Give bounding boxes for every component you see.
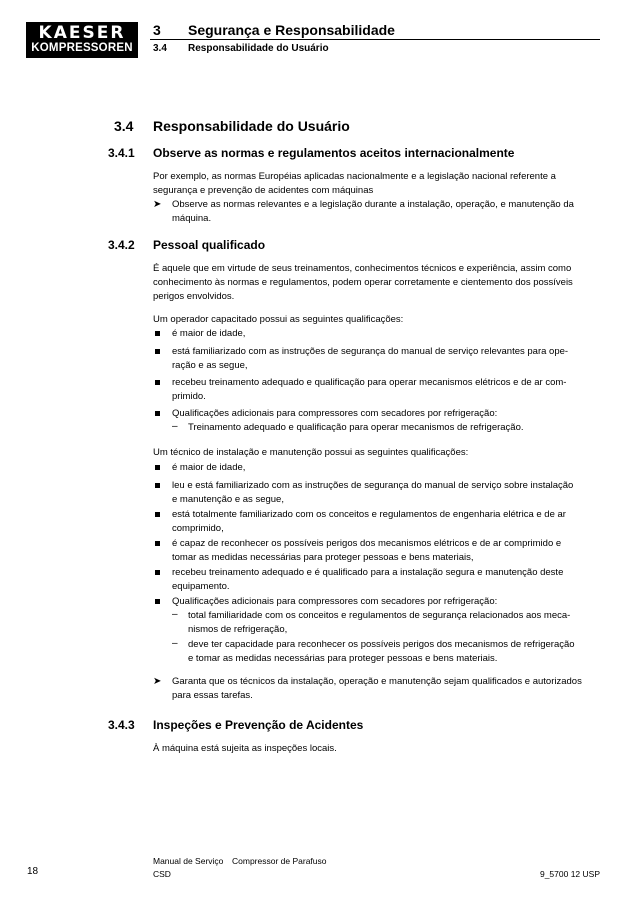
- bullet-square-icon: [155, 570, 160, 575]
- s342-paragraph: É aquele que em virtude de seus treinamentos, conhecimentos técnicos e experiência, assim como conhecimento às normas e regulamentos, podem operar corretamente e cientemento dos possíveis perigos envolvidos.: [153, 263, 573, 302]
- tech-item: leu e está familiarizado com as instruções de segurança do manual de serviço sobre instalação e manutenção e as segue,: [172, 480, 574, 505]
- bullet-square-icon: [155, 599, 160, 604]
- operator-item: é maior de idade,: [172, 328, 246, 339]
- arrow-icon: ➤: [153, 676, 162, 687]
- s341-title: Observe as normas e regulamentos aceitos internacionalmente: [153, 146, 515, 160]
- tech-item: Qualificações adicionais para compressores com secadores por refrigeração:: [172, 596, 498, 607]
- s341-action: Observe as normas relevantes e a legislação durante a instalação, operação, e manutenção da máquina.: [172, 199, 574, 224]
- kaeser-logo: [26, 22, 138, 58]
- footer-doc-number: 9_5700 12 USP: [539, 869, 600, 879]
- s341-paragraph: Por exemplo, as normas Européias aplicadas nacionalmente e a legislação nacional referente a segurança e prevenção de acidentes com máquinas: [153, 171, 556, 196]
- header-chapter-number: 3: [153, 22, 161, 38]
- dash-icon: –: [172, 638, 178, 649]
- s343-title: Inspeções e Prevenção de Acidentes: [153, 718, 364, 732]
- s342-title: Pessoal qualificado: [153, 238, 266, 252]
- bullet-square-icon: [155, 512, 160, 517]
- header-section-title: Responsabilidade do Usuário: [188, 43, 329, 54]
- bullet-square-icon: [155, 465, 160, 470]
- tech-item: está totalmente familiarizado com os conceitos e regulamentos de engenharia elétrica e de ar comprimido,: [172, 509, 566, 534]
- page-number: 18: [27, 866, 39, 877]
- bullet-square-icon: [155, 380, 160, 385]
- operator-item: recebeu treinamento adequado e qualificação para operar mecanismos elétricos e de ar com- primido.: [172, 377, 567, 402]
- section-number: 3.4: [114, 118, 134, 134]
- bullet-square-icon: [155, 331, 160, 336]
- tech-item: é capaz de reconhecer os possíveis perigos dos mecanismos elétricos e de ar comprimido e tomar as medidas necessárias para proteger pessoas e bens materiais,: [172, 538, 562, 563]
- logo-line1: KAESER: [38, 23, 126, 43]
- header-rule: [150, 39, 600, 40]
- footer-product: Compressor de Parafuso: [232, 856, 327, 866]
- bullet-square-icon: [155, 349, 160, 354]
- section-title: Responsabilidade do Usuário: [153, 118, 350, 134]
- header-section-number: 3.4: [153, 43, 167, 54]
- operator-subitem: Treinamento adequado e qualificação para operar mecanismos de refrigeração.: [188, 422, 524, 433]
- logo-line2: KOMPRESSOREN: [31, 42, 133, 54]
- arrow-icon: ➤: [153, 199, 162, 210]
- footer-manual: Manual de Serviço: [153, 856, 224, 866]
- tech-item: é maior de idade,: [172, 462, 246, 473]
- tech-subitem: deve ter capacidade para reconhecer os possíveis perigos dos mecanismos de refrigeração e tomar as medidas necessárias para proteger pessoas e bens materiais.: [188, 639, 575, 664]
- operator-item: Qualificações adicionais para compressores com secadores por refrigeração:: [172, 408, 498, 419]
- s342-action: Garanta que os técnicos da instalação, operação e manutenção sejam qualificados e autorizados para essas tarefas.: [172, 676, 582, 701]
- bullet-square-icon: [155, 411, 160, 416]
- s343-number: 3.4.3: [108, 718, 135, 732]
- bullet-square-icon: [155, 541, 160, 546]
- footer-model: CSD: [153, 869, 171, 879]
- dash-icon: –: [172, 609, 178, 620]
- header-chapter-title: Segurança e Responsabilidade: [188, 22, 395, 38]
- tech-subitem: total familiaridade com os conceitos e regulamentos de segurança relacionados aos meca- nismos de refrigeração,: [188, 610, 571, 635]
- tech-intro: Um técnico de instalação e manutenção possui as seguintes qualificações:: [153, 447, 469, 458]
- operator-intro: Um operador capacitado possui as seguintes qualificações:: [153, 314, 404, 325]
- bullet-square-icon: [155, 483, 160, 488]
- s342-number: 3.4.2: [108, 238, 135, 252]
- dash-icon: –: [172, 421, 178, 432]
- tech-item: recebeu treinamento adequado e é qualificado para a instalação segura e manutenção deste equipamento.: [172, 567, 564, 592]
- operator-item: está familiarizado com as instruções de segurança do manual de serviço relevantes para ope- ração e as segue,: [172, 346, 569, 371]
- s341-number: 3.4.1: [108, 146, 135, 160]
- s343-paragraph: À máquina está sujeita as inspeções locais.: [153, 743, 337, 754]
